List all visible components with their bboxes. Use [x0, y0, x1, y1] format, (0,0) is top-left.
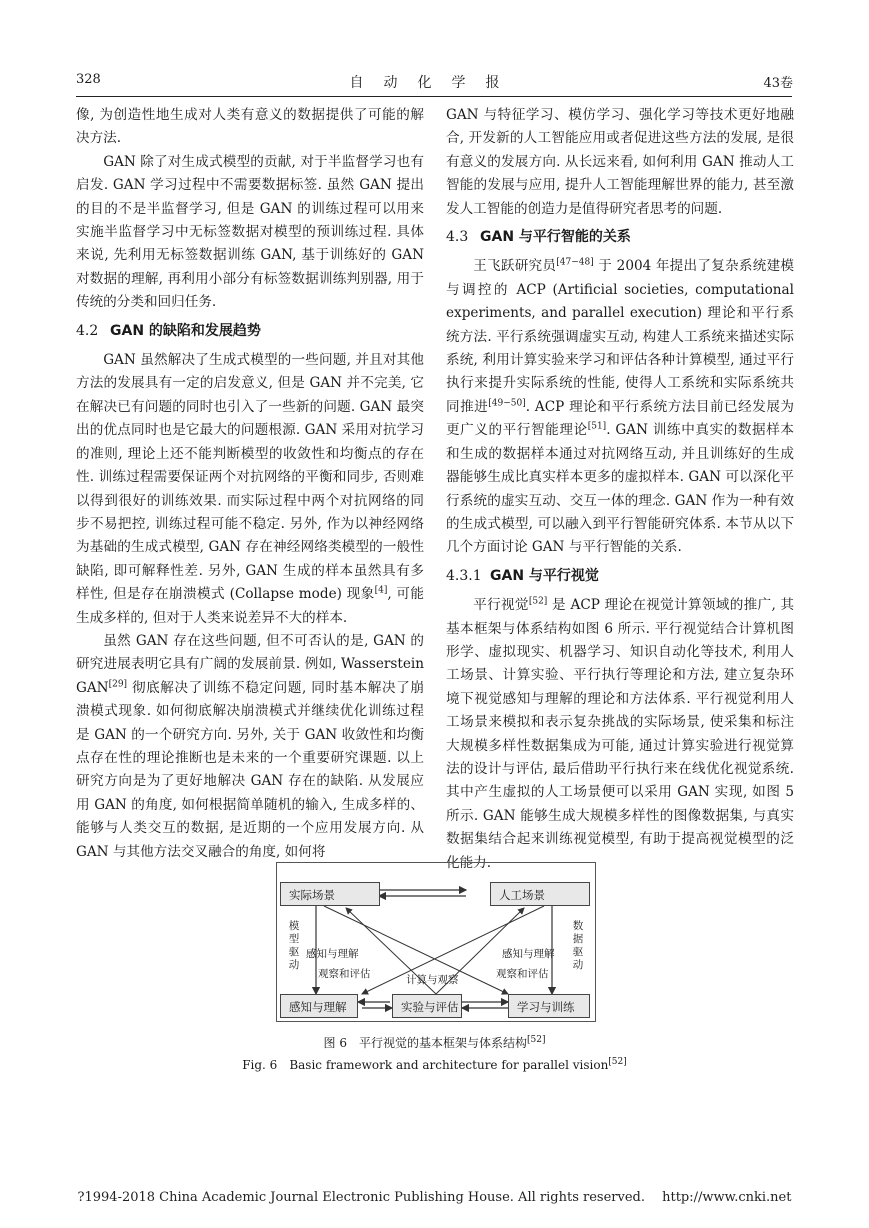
- citation: [52]: [608, 1057, 627, 1067]
- section-title: GAN 与平行视觉: [490, 567, 599, 584]
- citation: [29]: [108, 679, 128, 690]
- text-run: 虽然 GAN 存在这些问题, 但不可否认的是, GAN 的研究进展表明它具有广阔的发展前景. 例如, Wasserstein GAN: [76, 632, 424, 696]
- figure-caption-en: [0, 1056, 869, 1073]
- label-compute-observe: 计算与观察: [406, 974, 459, 986]
- box-perception-understanding: 感知与理解: [280, 994, 358, 1018]
- text-run: 于 2004 年提出了复杂系统建模与调控的 ACP (Artificial societies, computational experiments, and parallel execution) 理论和平行系统方法. 平行系统强调虚实互动, 构建人工系统来描述实际系统, 利用计算实验来学习和评估各种计算模型, 通过平行执行来提升实际系统的性能, 使得人工系统和实际系统共同推进: [446, 258, 794, 415]
- text-run: 是 ACP 理论在视觉计算领域的推广, 其基本框架与体系结构如图 6 所示. 平行视觉结合计算机图形学、虚拟现实、机器学习、知识自动化等技术, 利用人工场景、计算实验、平行执行等理论和方法, 建立复杂环境下视觉感知与理解的理论和方法体系. 平行视觉利用人工场景来模拟和表示复杂挑战的实际场景, 使采集和标注大规模多样性数据集成为可能, 通过计算实验进行视觉算法的设计与评估, 最后借助平行执行来在线优化视觉系统. 其中产生虚拟的人工场景便可以采用 GAN 实现, 如图 5 所示. GAN 能够生成大规模多样性的图像数据集, 与真实数据集结合起来训练视觉模型, 有助于提高视觉模型的泛化能力.: [446, 597, 794, 871]
- header-rule: [76, 96, 792, 97]
- text-run: . ACP 理论和平行系统方法目前已经发展为更广义的平行智能理论: [446, 398, 795, 439]
- section-number: 4.2: [76, 322, 99, 339]
- label-observe-left: 观察和评估: [318, 968, 371, 980]
- paragraph: [76, 630, 424, 864]
- caption-text: 图 6 平行视觉的基本框架与体系结构: [323, 1036, 527, 1050]
- citation: [51]: [587, 421, 607, 432]
- left-column: [76, 104, 424, 864]
- section-title: GAN 的缺陷和发展趋势: [110, 322, 261, 339]
- section-title: GAN 与平行智能的关系: [480, 229, 631, 246]
- text-run: 王飞跃研究员: [473, 258, 557, 275]
- box-experiment-evaluation: 实验与评估: [392, 994, 462, 1018]
- section-heading-4-3: [446, 226, 794, 249]
- label-model-driven: 模型驱动: [288, 920, 300, 971]
- paragraph: [446, 255, 794, 559]
- citation: [49−50]: [488, 398, 526, 409]
- box-artificial-scene: 人工场景: [490, 882, 590, 906]
- figure-6-diagram: [276, 862, 596, 1022]
- volume-label: 43卷: [763, 76, 793, 91]
- citation: [52]: [528, 596, 548, 607]
- paragraph: [446, 594, 794, 875]
- citation: [47−48]: [556, 257, 594, 268]
- paragraph: 像, 为创造性地生成对人类有意义的数据提供了可能的解决方法.: [76, 107, 424, 147]
- section-heading-4-3-1: [446, 565, 794, 588]
- text-run: 彻底解决了训练不稳定问题, 同时基本解决了崩溃模式现象. 如何彻底解决崩溃模式并继续优化训练过程是 GAN 的一个研究方向. 另外, 关于 GAN 收敛性和均衡点存在性的理论推断也是未来的一个重要研究课题. 以上研究方向是为了更好地解决 GAN 存在的缺陷. 从发展应用 GAN 的角度, 如何根据简单随机的输入, 生成多样的、能够与人类交互的数据, 是近期的一个应用发展方向. 从 GAN 与其他方法交叉融合的角度, 如何将: [76, 679, 424, 860]
- copyright-footer: ?1994-2018 China Academic Journal Electronic Publishing House. All rights reserved. http://www.cnki.net: [77, 1190, 792, 1205]
- label-perceive-right: 感知与理解: [502, 948, 555, 960]
- section-number: 4.3.1: [446, 567, 482, 584]
- section-heading-4-2: [76, 320, 424, 343]
- box-learning-training: 学习与训练: [508, 994, 590, 1018]
- paragraph: [76, 349, 424, 630]
- caption-text: Fig. 6 Basic framework and architecture for parallel vision: [242, 1058, 609, 1072]
- box-real-scene: 实际场景: [280, 882, 380, 906]
- text-run: , 可能生成多样的, 但对于人类来说差异不大的样本.: [76, 586, 424, 626]
- journal-title: 自动化学报: [349, 75, 520, 91]
- text-run: . GAN 训练中真实的数据样本和生成的数据样本通过对抗网络互动, 并且训练好的生成器能够生成比真实样本更多的虚拟样本. GAN 可以深化平行系统的虚实互动、交互一体的理念. GAN 作为一种有效的生成式模型, 可以融入到平行智能研究体系. 本节从以下几个方面讨论 GAN 与平行智能的关系.: [446, 422, 794, 556]
- text-run: 平行视觉: [473, 597, 529, 614]
- paragraph: GAN 与特征学习、模仿学习、强化学习等技术更好地融合, 开发新的人工智能应用或者促进这些方法的发展, 是很有意义的发展方向. 从长远来看, 如何利用 GAN 推动人工智能的发展与应用, 提升人工智能理解世界的能力, 甚至激发人工智能的创造力是值得研究者思考的问题.: [446, 107, 794, 217]
- paragraph: GAN 除了对生成式模型的贡献, 对于半监督学习也有启发. GAN 学习过程中不需要数据标签. 虽然 GAN 提出的目的不是半监督学习, 但是 GAN 的训练过程可以用来实施半监督学习中无标签数据对模型的预训练过程. 具体来说, 先利用无标签数据训练 GAN, 基于训练好的 GAN 对数据的理解, 再利用小部分有标签数据训练判别器, 用于传统的分类和回归任务.: [76, 153, 424, 311]
- figure-caption-cn: [0, 1034, 869, 1051]
- label-data-driven: 数据驱动: [572, 920, 584, 971]
- right-column: [446, 104, 794, 875]
- label-observe-right: 观察和评估: [496, 968, 549, 980]
- citation: [4]: [374, 585, 388, 596]
- label-perceive-left: 感知与理解: [306, 948, 359, 960]
- citation: [52]: [526, 1035, 546, 1045]
- section-number: 4.3: [446, 229, 469, 246]
- page-number: 328: [76, 72, 101, 87]
- text-run: GAN 虽然解决了生成式模型的一些问题, 并且对其他方法的发展具有一定的启发意义, 但是 GAN 并不完美, 它在解决已有问题的同时也引入了一些新的问题. GAN 最突出的优点同时也是它最大的问题根源. GAN 采用对抗学习的准则, 理论上还不能判断模型的收敛性和均衡点的存在性. 训练过程需要保证两个对抗网络的平衡和同步, 否则难以得到很好的训练效果. 而实际过程中两个对抗网络的同步不易把控, 训练过程可能不稳定. 另外, 作为以神经网络为基础的生成式模型, GAN 存在神经网络类模型的一般性缺陷, 即可解释性差. 另外, GAN 生成的样本虽然具有多样性, 但是存在崩溃模式 (Collapse mode) 现象: [76, 352, 424, 603]
